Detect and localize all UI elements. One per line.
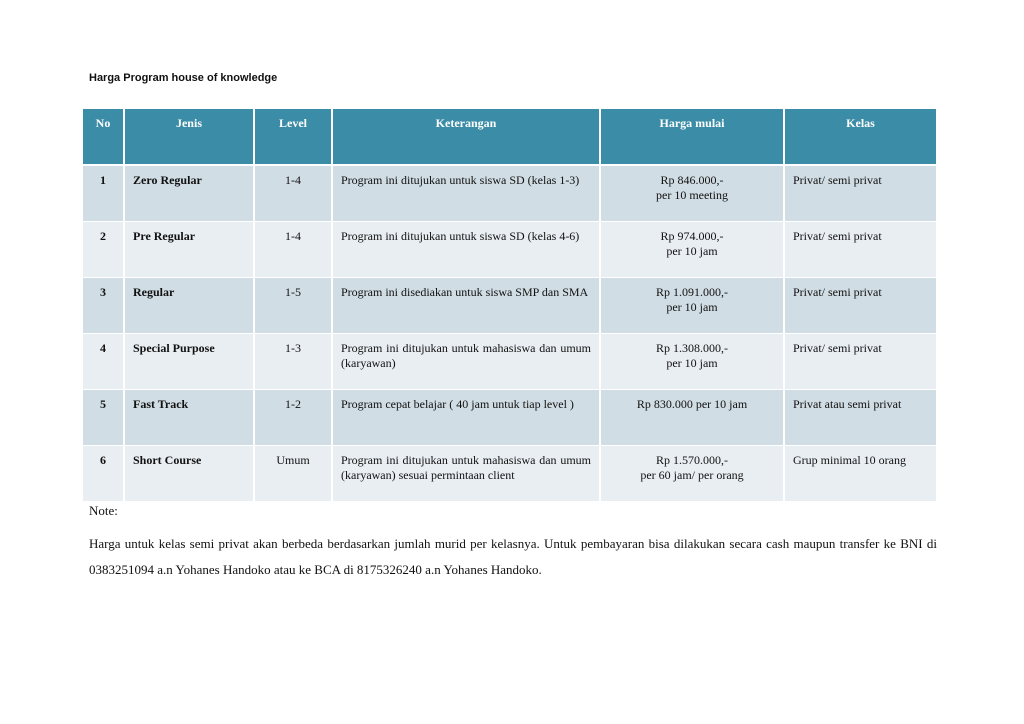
cell-harga: [600, 389, 784, 445]
price-amount: Rp 1.091.000,-: [656, 284, 728, 299]
price-unit: per 10 meeting: [656, 188, 728, 202]
cell-kelas: Privat/ semi privat: [784, 221, 937, 277]
cell-no: 3: [82, 277, 124, 333]
cell-level: 1-5: [254, 277, 332, 333]
cell-no: 1: [82, 165, 124, 221]
cell-jenis: Short Course: [124, 445, 254, 501]
price-amount: Rp 974.000,-: [660, 228, 724, 243]
cell-kelas: Privat/ semi privat: [784, 165, 937, 221]
header-no: No: [82, 109, 124, 165]
price-unit: per 10 jam: [666, 299, 718, 314]
header-jenis: Jenis: [124, 109, 254, 165]
cell-keterangan: Program ini ditujukan untuk siswa SD (kelas 4-6): [332, 221, 600, 277]
price-amount: Rp 1.570.000,-: [656, 452, 728, 467]
cell-kelas: Privat/ semi privat: [784, 277, 937, 333]
cell-jenis: Fast Track: [124, 389, 254, 445]
table-row: [82, 165, 937, 221]
cell-level: Umum: [254, 445, 332, 501]
price-amount: Rp 830.000 per 10 jam: [636, 396, 748, 411]
header-level: Level: [254, 109, 332, 165]
cell-keterangan: Program ini ditujukan untuk mahasiswa dan umum (karyawan) sesuai permintaan client: [332, 445, 600, 501]
cell-harga: [600, 277, 784, 333]
price-amount: Rp 846.000,-: [660, 173, 724, 187]
price-unit: per 10 jam: [666, 243, 718, 258]
document-title: Harga Program house of knowledge: [89, 72, 278, 84]
table-row: [82, 445, 937, 501]
cell-no: 2: [82, 221, 124, 277]
cell-keterangan: Program ini disediakan untuk siswa SMP dan SMA: [332, 277, 600, 333]
cell-no: 4: [82, 333, 124, 389]
header-kelas: Kelas: [784, 109, 937, 165]
cell-jenis: Pre Regular: [124, 221, 254, 277]
table-header-row: [82, 109, 937, 165]
cell-no: 5: [82, 389, 124, 445]
cell-jenis: Special Purpose: [124, 333, 254, 389]
cell-keterangan: Program ini ditujukan untuk mahasiswa dan umum (karyawan): [332, 333, 600, 389]
cell-jenis: Zero Regular: [124, 165, 254, 221]
cell-keterangan: Program ini ditujukan untuk siswa SD (kelas 1-3): [332, 165, 600, 221]
cell-level: 1-3: [254, 333, 332, 389]
cell-harga: [600, 445, 784, 501]
table-row: [82, 333, 937, 389]
cell-kelas: Privat atau semi privat: [784, 389, 937, 445]
cell-level: 1-2: [254, 389, 332, 445]
cell-level: 1-4: [254, 221, 332, 277]
note-label: Note:: [89, 503, 118, 518]
table-row: [82, 389, 937, 445]
cell-no: 6: [82, 445, 124, 501]
cell-keterangan: Program cepat belajar ( 40 jam untuk tiap level ): [332, 389, 600, 445]
table-row: [82, 277, 937, 333]
price-amount: Rp 1.308.000,-: [656, 340, 728, 355]
cell-harga: [600, 221, 784, 277]
price-unit: per 60 jam/ per orang: [640, 467, 744, 482]
price-unit: per 10 jam: [666, 355, 718, 370]
note-text: Harga untuk kelas semi privat akan berbeda berdasarkan jumlah murid per kelasnya. Untuk pembayaran bisa dilakukan secara cash maupun transfer ke BNI di 0383251094 a.n Yohanes Handoko atau ke BCA di 8175326240 a.n Yohanes Handoko.: [89, 536, 937, 577]
header-keterangan: Keterangan: [332, 109, 600, 165]
cell-kelas: Privat/ semi privat: [784, 333, 937, 389]
cell-level: 1-4: [254, 165, 332, 221]
cell-jenis: Regular: [124, 277, 254, 333]
cell-harga: [600, 165, 784, 221]
price-table: [81, 109, 938, 502]
cell-harga: [600, 333, 784, 389]
header-harga: Harga mulai: [600, 109, 784, 165]
cell-kelas: Grup minimal 10 orang: [784, 445, 937, 501]
table-row: [82, 221, 937, 277]
